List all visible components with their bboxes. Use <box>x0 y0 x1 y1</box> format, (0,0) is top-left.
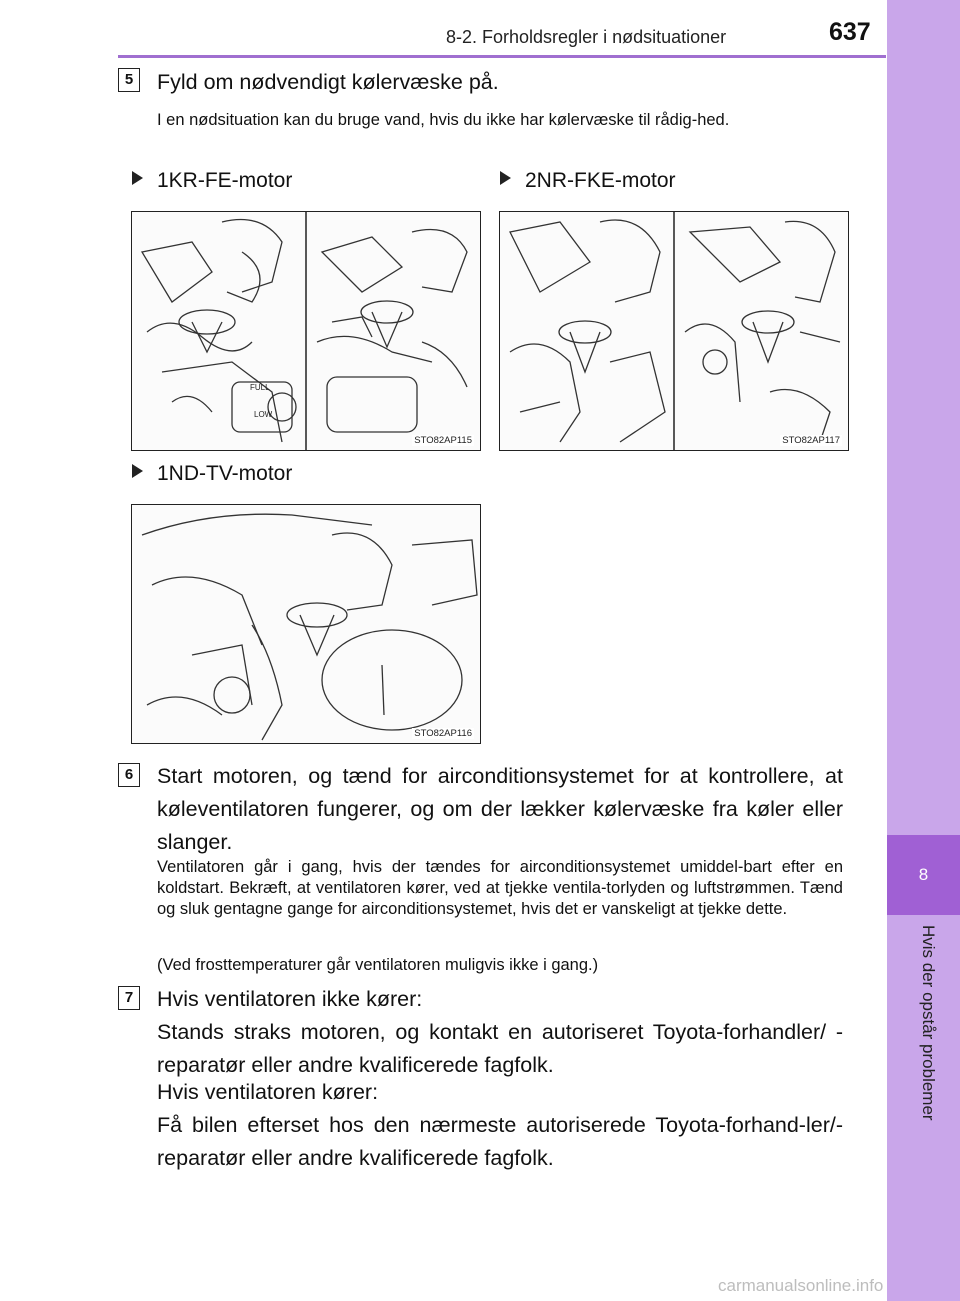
step-5-text: Fyld om nødvendigt kølervæske på. <box>157 70 499 94</box>
engine-illustration-1kr <box>132 212 480 450</box>
step-5-note: I en nødsituation kan du bruge vand, hvis du ikke har kølervæske til rådig-hed. <box>157 111 730 129</box>
section-title: 8-2. Forholdsregler i nødsituationer <box>446 27 727 47</box>
page-number: 637 <box>829 18 871 46</box>
low-mark: LOW <box>254 410 273 419</box>
step-7-badge: 7 <box>118 986 140 1010</box>
caption-arrow-icon <box>500 171 511 185</box>
chapter-tab[interactable] <box>887 835 960 915</box>
step-5-badge: 5 <box>118 68 140 92</box>
step-6-badge: 6 <box>118 763 140 787</box>
figure-code: STO82AP115 <box>414 435 472 446</box>
caption-text: 1KR-FE-motor <box>157 169 293 192</box>
caption-text: 1ND-TV-motor <box>157 462 293 485</box>
figure-caption-1nd <box>132 462 292 486</box>
figure-1nd-tv <box>131 504 481 744</box>
full-mark: FULL <box>250 383 270 392</box>
figure-caption-1kr <box>132 169 292 193</box>
caption-arrow-icon <box>132 464 143 478</box>
engine-illustration-2nr <box>500 212 848 450</box>
figure-code: STO82AP116 <box>414 728 472 739</box>
side-tab-upper <box>887 0 960 835</box>
watermark: carmanualsonline.info <box>718 1276 884 1295</box>
header-divider <box>118 55 886 58</box>
engine-illustration-1nd <box>132 505 480 743</box>
caption-arrow-icon <box>132 171 143 185</box>
step-7-condition-on: Hvis ventilatoren kører: <box>157 1080 379 1104</box>
step-6-note-frost: (Ved frosttemperaturer går ventilatoren muligvis ikke i gang.) <box>157 956 599 974</box>
step-7-action-off: Stands straks motoren, og kontakt en autoriseret Toyota-forhandler/ -reparatør eller andre kvalificerede fagfolk. <box>157 1020 843 1077</box>
figure-code: STO82AP117 <box>782 435 840 446</box>
step-7-condition-off: Hvis ventilatoren ikke kører: <box>157 987 423 1011</box>
figure-1kr-fe <box>131 211 481 451</box>
figure-caption-2nr <box>500 169 676 193</box>
step-6-note: Ventilatoren går i gang, hvis der tændes for airconditionsystemet umiddel-bart efter en koldstart. Bekræft, at ventilatoren kører, ved at tjekke ventila-torlyden og luftstrømmen. Tænd og sluk gentagne gange for airconditionsystemet, hvis det er vanskeligt at tjekke dette. <box>157 858 843 918</box>
step-6-text: Start motoren, og tænd for airconditionsystemet for at kontrollere, at køleventilatoren fungerer, og om der lækker kølervæske fra køler eller slanger. <box>157 764 843 854</box>
figure-2nr-fke <box>499 211 849 451</box>
caption-text: 2NR-FKE-motor <box>525 169 676 192</box>
step-7-action-on: Få bilen efterset hos den nærmeste autoriserede Toyota-forhand-ler/-reparatør eller andre kvalificerede fagfolk. <box>157 1113 843 1170</box>
chapter-label: Hvis der opstår problemer <box>919 925 938 1121</box>
chapter-number: 8 <box>918 865 929 884</box>
